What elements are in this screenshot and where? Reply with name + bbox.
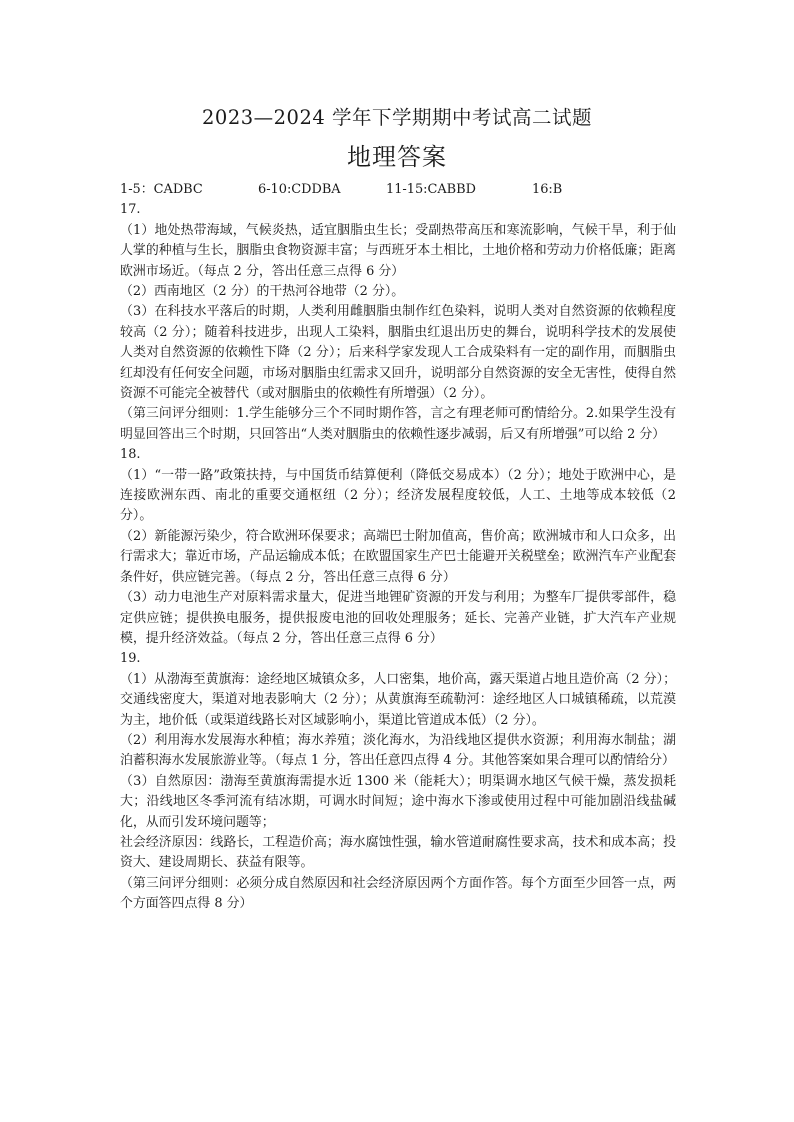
answer-content — [120, 180, 676, 915]
multiple-choice-answers — [120, 180, 676, 200]
answer-paragraph: 社会经济原因：线路长，工程造价高；海水腐蚀性强，输水管道耐腐性要求高，技术和成本高；投资大、建设周期长、获益有限等。 — [120, 834, 676, 871]
answer-paragraph: （1）从渤海至黄旗海：途经地区城镇众多，人口密集，地价高，露天渠道占地且造价高（2 分）；交通线密度大，渠道对地表影响大（2 分）；从黄旗海至疏勒河：途经地区人口城镇稀疏，以荒漠为主，地价低（或渠道线路长对区域影响小，渠道比管道成本低）（2 分）。 — [120, 671, 676, 728]
mc-answer-16: 16:B — [532, 182, 563, 197]
answer-paragraph: （1）地处热带海域，气候炎热，适宜胭脂虫生长；受副热带高压和寒流影响，气候干旱，利于仙人掌的种植与生长，胭脂虫食物资源丰富；与西班牙本土相比，土地价格和劳动力价格低廉；距离欧洲市场近。（每点 2 分，答出任意三点得 6 分） — [120, 222, 676, 279]
question-17 — [120, 200, 676, 445]
answer-paragraph: （1）“一带一路”政策扶持，与中国货币结算便利（降低交易成本）（2 分）；地处于欧洲中心，是连接欧洲东西、南北的重要交通枢纽（2 分）；经济发展程度较低，人工、土地等成本较低（2 分）。 — [120, 467, 676, 524]
mc-answers-1-5: 1-5：CADBC — [120, 182, 203, 197]
grading-note: （第三问评分细则：必须分成自然原因和社会经济原因两个方面作答。每个方面至少回答一点，两个方面答四点得 8 分） — [120, 875, 676, 912]
answer-paragraph: （3）在科技水平落后的时期，人类利用雌胭脂虫制作红色染料，说明人类对自然资源的依赖程度较高（2 分）；随着科技进步，出现人工染料，胭脂虫红退出历史的舞台，说明科学技术的发展使人类对自然资源的依赖性下降（2 分）；后来科学家发现人工合成染料有一定的副作用，而胭脂虫红却没有任何安全问题，市场对胭脂虫红需求又回升，说明部分自然资源的安全无害性，使得自然资源不可能完全被替代（或对胭脂虫的依赖性有所增强）（2 分）。 — [120, 304, 676, 402]
question-19 — [120, 649, 676, 914]
answer-subtitle: 地理答案 — [347, 143, 447, 171]
mc-answers-6-10: 6-10:CDDBA — [258, 182, 341, 197]
answer-paragraph: （2）利用海水发展海水种植；海水养殖；淡化海水，为沿线地区提供水资源；利用海水制盐；湖泊蓄积海水发展旅游业等。（每点 1 分，答出任意四点得 4 分。其他答案如果合理可以酌情给分） — [120, 732, 676, 769]
answer-paragraph: （2）西南地区（2 分）的干热河谷地带（2 分）。 — [120, 284, 405, 300]
mc-answers-11-15: 11-15:CABBD — [386, 182, 476, 197]
answer-paragraph: （3）自然原因：渤海至黄旗海需提水近 1300 米（能耗大）；明渠调水地区气候干燥，蒸发损耗大；沿线地区冬季河流有结冰期，可调水时间短；途中海水下渗或使用过程中可能加剧沿线盐碱化，从而引发环境问题等； — [120, 773, 676, 830]
question-number: 18. — [120, 447, 141, 463]
grading-note: （第三问评分细则：1.学生能够分三个不同时期作答，言之有理老师可酌情给分。2.如果学生没有明显回答出三个时期，只回答出“人类对胭脂虫的依赖性逐步减弱，后又有所增强”可以给 2 分） — [120, 406, 676, 442]
answer-paragraph: （2）新能源污染少，符合欧洲环保要求；高端巴士附加值高，售价高；欧洲城市和人口众多，出行需求大；靠近市场，产品运输成本低；在欧盟国家生产巴士能避开关税壁垒；欧洲汽车产业配套条件好，供应链完善。（每点 2 分，答出任意三点得 6 分） — [120, 528, 676, 585]
question-number: 17. — [120, 202, 141, 218]
question-number: 19. — [120, 651, 141, 667]
question-18 — [120, 445, 676, 649]
answer-paragraph: （3）动力电池生产对原料需求量大，促进当地锂矿资源的开发与利用；为整车厂提供零部件，稳定供应链；提供换电服务，提供报废电池的回收处理服务；延长、完善产业链，扩大汽车产业规模，提升经济效益。（每点 2 分，答出任意三点得 6 分） — [120, 590, 676, 646]
exam-title: 2023—2024 学年下学期期中考试高二试题 — [202, 106, 592, 129]
